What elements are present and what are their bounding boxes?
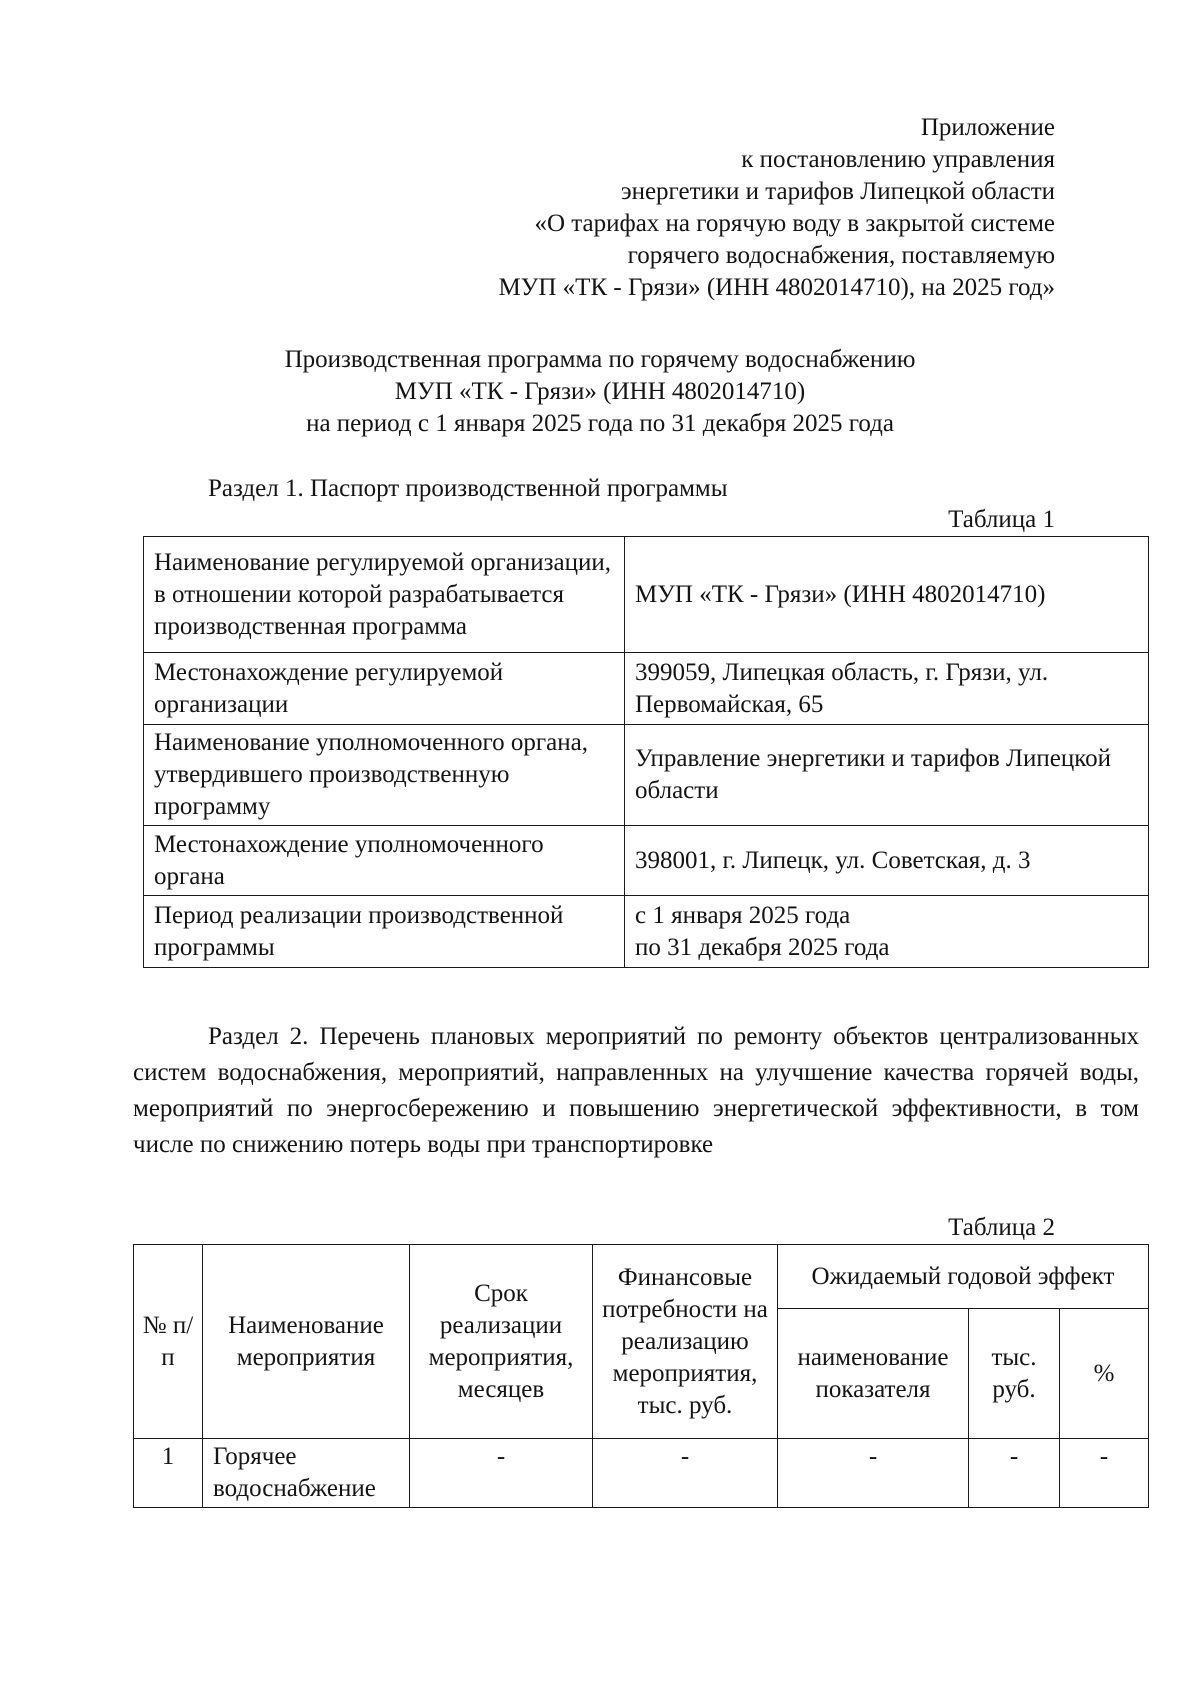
table-row	[144, 537, 1149, 653]
passport-label: Местонахождение уполномоченного органа	[144, 826, 625, 896]
section2-heading	[133, 1019, 1139, 1163]
table-row	[134, 1439, 1149, 1508]
passport-value: МУП «ТК - Грязи» (ИНН 4802014710)	[625, 537, 1149, 653]
cell-percent: -	[1060, 1439, 1149, 1508]
table2-caption: Таблица 2	[948, 1214, 1055, 1241]
passport-label: Наименование уполномоченного органа, утвердившего производственную программу	[144, 725, 625, 826]
period-start: с 1 января 2025 года	[635, 901, 851, 929]
col-header-num: № п/п	[134, 1245, 203, 1439]
measures-table	[133, 1244, 1149, 1508]
passport-table	[143, 536, 1149, 968]
cell-rub: -	[969, 1439, 1060, 1508]
passport-value: Управление энергетики и тарифов Липецкой области	[625, 725, 1149, 826]
table-row	[144, 725, 1149, 826]
appendix-header	[355, 112, 1055, 304]
table-row	[144, 653, 1149, 725]
table-row	[144, 896, 1149, 968]
program-title-line: МУП «ТК - Грязи» (ИНН 4802014710)	[394, 378, 806, 405]
period-end: по 31 декабря 2025 года	[635, 933, 890, 961]
passport-value: 398001, г. Липецк, ул. Советская, д. 3	[625, 826, 1149, 896]
table-row	[144, 826, 1149, 896]
col-header-name: Наименование мероприятия	[203, 1245, 410, 1439]
cell-indicator: -	[778, 1439, 969, 1508]
cell-name: Горячее водоснабжение	[203, 1439, 410, 1508]
appendix-line: энергетики и тарифов Липецкой области	[620, 178, 1055, 205]
appendix-line: к постановлению управления	[741, 146, 1055, 173]
col-header-effect: Ожидаемый годовой эффект	[778, 1245, 1149, 1309]
passport-label: Период реализации производственной программы	[144, 896, 625, 968]
program-title	[0, 344, 1200, 440]
program-title-line: на период с 1 января 2025 года по 31 декабря 2025 года	[306, 410, 894, 437]
passport-label: Местонахождение регулируемой организации	[144, 653, 625, 725]
col-header-rub: тыс. руб.	[969, 1309, 1060, 1439]
section2-text: Раздел 2. Перечень плановых мероприятий по ремонту объектов централизованных систем водоснабжения, мероприятий, направленных на улучшение качества горячей воды, мероприятий по энергосбережению и повышению энергетической эффективности, в том числе по снижению потерь воды при транспортировке	[133, 1023, 1139, 1158]
table-header-row	[134, 1245, 1149, 1309]
col-header-indicator: наименование показателя	[778, 1309, 969, 1439]
cell-finance: -	[593, 1439, 778, 1508]
program-title-line: Производственная программа по горячему водоснабжению	[284, 346, 916, 373]
col-header-percent: %	[1060, 1309, 1149, 1439]
cell-num: 1	[134, 1439, 203, 1508]
appendix-line: горячего водоснабжения, поставляемую	[627, 242, 1055, 269]
passport-label: Наименование регулируемой организации, в отношении которой разрабатывается производственная программа	[144, 537, 625, 653]
col-header-finance: Финансовые потребности на реализацию мероприятия, тыс. руб.	[593, 1245, 778, 1439]
passport-value: 399059, Липецкая область, г. Грязи, ул. Первомайская, 65	[625, 653, 1149, 725]
passport-value	[625, 896, 1149, 968]
appendix-line: Приложение	[920, 114, 1055, 141]
col-header-term: Срок реализации мероприятия, месяцев	[410, 1245, 593, 1439]
appendix-line: «О тарифах на горячую воду в закрытой системе	[534, 210, 1055, 237]
appendix-line: МУП «ТК - Грязи» (ИНН 4802014710), на 2025 год»	[498, 274, 1055, 301]
table1-caption: Таблица 1	[948, 506, 1055, 533]
cell-term: -	[410, 1439, 593, 1508]
section1-heading: Раздел 1. Паспорт производственной программы	[208, 475, 728, 502]
